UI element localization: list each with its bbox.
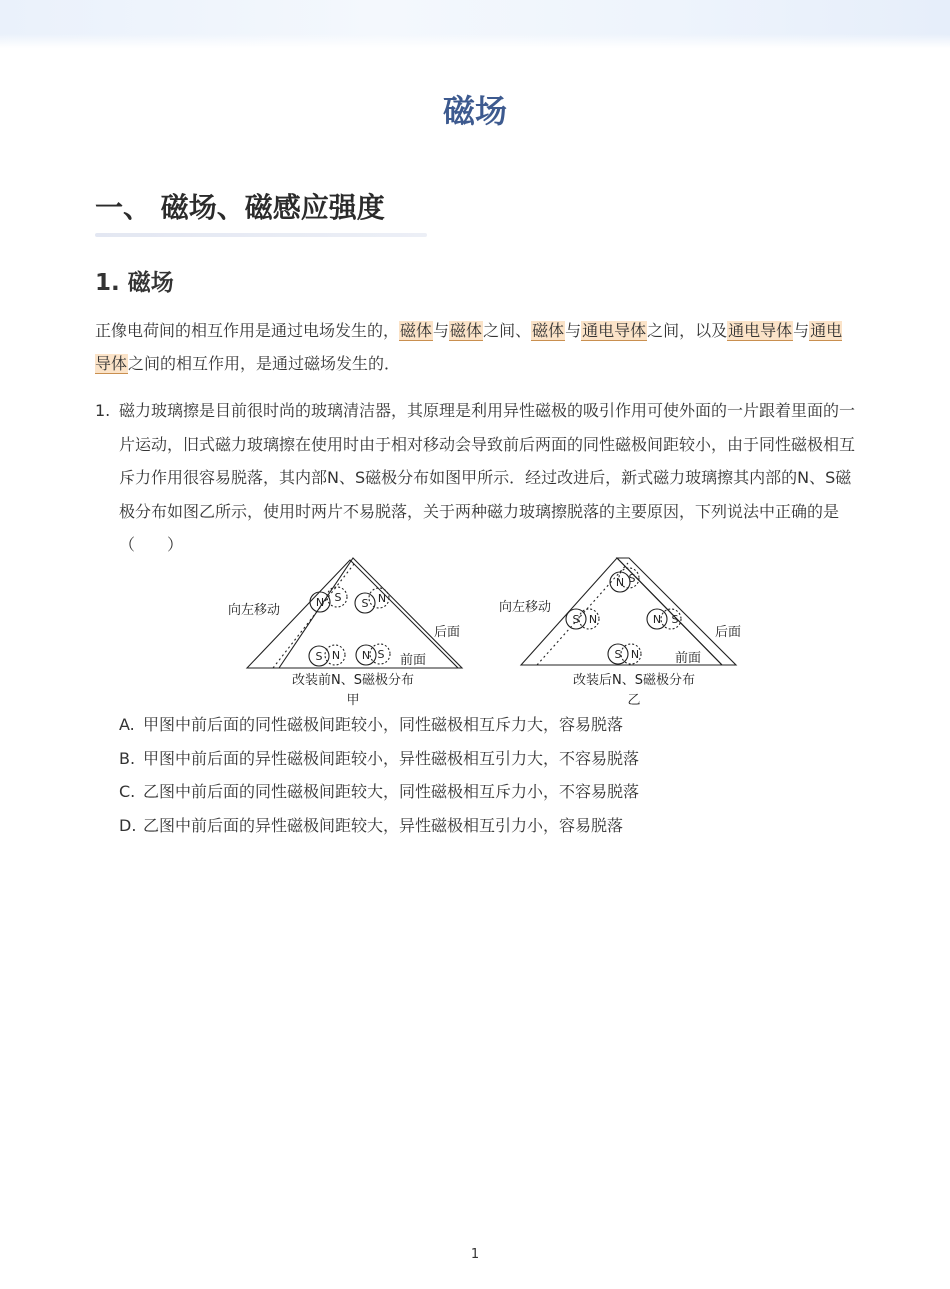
question-stem: 磁力玻璃擦是目前很时尚的玻璃清洁器，其原理是利用异性磁极的吸引作用可使外面的一片跟着里面的一片运动，旧式磁力玻璃擦在使用时由于相对移动会导致前后两面的同性磁极间距较小，由于同性磁极相互斥力作用很容易脱落，其内部N、S磁极分布如图甲所示．经过改进后，新式磁力玻璃擦其内部的N、S磁极分布如图乙所示，使用时两片不易脱落，关于两种磁力玻璃擦脱落的主要原因，下列说法中正确的是（ ） [119,401,856,554]
option-text: 甲图中前后面的异性磁极间距较小，异性磁极相互引力大，不容易脱落 [143,748,640,768]
subsection-heading: 1. 磁场 [95,270,174,296]
pole-label: S [614,648,622,661]
intro-text: 之间、 [483,321,532,340]
pole-label: N [652,613,662,626]
pole-label: N [331,649,341,662]
dotted-guide [273,564,354,668]
option-b[interactable] [119,742,859,776]
page-title: 磁场 [442,92,507,130]
answer-options [119,708,859,842]
highlighted-term: 磁体 [400,321,433,340]
move-left-label: 向左移动 [228,603,281,618]
highlighted-term: 磁体 [450,321,483,340]
option-letter: D. [119,815,137,835]
pole-label: S [671,613,679,626]
option-text: 乙图中前后面的同性磁极间距较大，同性磁极相互斥力小，不容易脱落 [143,782,640,801]
intro-text: 正像电荷间的相互作用是通过电场发生的， [95,321,400,340]
highlighted-term: 通电导体 [95,321,843,373]
highlighted-term: 磁体 [532,321,565,340]
back-label: 后面 [715,625,742,640]
pole-label: S [361,597,369,610]
pole-label: N [361,649,371,662]
figure-name: 甲 [346,693,360,708]
question-number: 1. [95,401,111,420]
option-letter: C. [119,782,136,801]
back-label: 后面 [434,625,461,640]
section-underline [95,233,427,237]
figure-caption: 改装前N、S磁极分布 [292,673,414,688]
highlighted-term: 通电导体 [728,321,793,340]
highlighted-term: 通电导体 [582,321,647,340]
option-a[interactable] [119,708,859,742]
move-left-label: 向左移动 [499,600,552,615]
intro-text: 与 [793,321,810,340]
pole-label: N [588,613,598,626]
intro-text: 与 [565,321,582,340]
pole-label: S [334,591,342,604]
intro-text: 之间，以及 [647,321,728,340]
intro-text: 之间的相互作用，是通过磁场发生的． [128,354,401,373]
pole-label: S [572,613,580,626]
figure-caption: 改装后N、S磁极分布 [573,673,695,688]
front-label: 前面 [400,653,427,668]
pole-label: N [630,648,640,661]
intro-paragraph [95,314,855,380]
pole-label: N [615,576,625,589]
pole-label: S [315,650,323,663]
front-label: 前面 [675,651,702,666]
option-c[interactable] [119,775,859,809]
section-heading: 一、 磁场、磁感应强度 [95,191,385,224]
figure-name: 乙 [627,693,641,708]
page-number: 1 [470,1247,480,1262]
option-letter: A. [119,715,135,734]
pole-label: N [377,592,387,605]
intro-text: 与 [433,321,450,340]
pole-label: S [628,572,636,585]
top-banner [0,0,950,48]
option-d[interactable] [119,809,859,843]
pole-label: N [315,596,325,609]
option-text: 甲图中前后面的同性磁极间距较小，同性磁极相互斥力大，容易脱落 [143,715,624,734]
option-text: 乙图中前后面的异性磁极间距较大，异性磁极相互引力小，容易脱落 [143,815,624,835]
option-letter: B. [119,748,136,768]
question-1 [95,394,855,562]
magnet-diagram [225,555,745,710]
pole-label: S [377,648,385,661]
